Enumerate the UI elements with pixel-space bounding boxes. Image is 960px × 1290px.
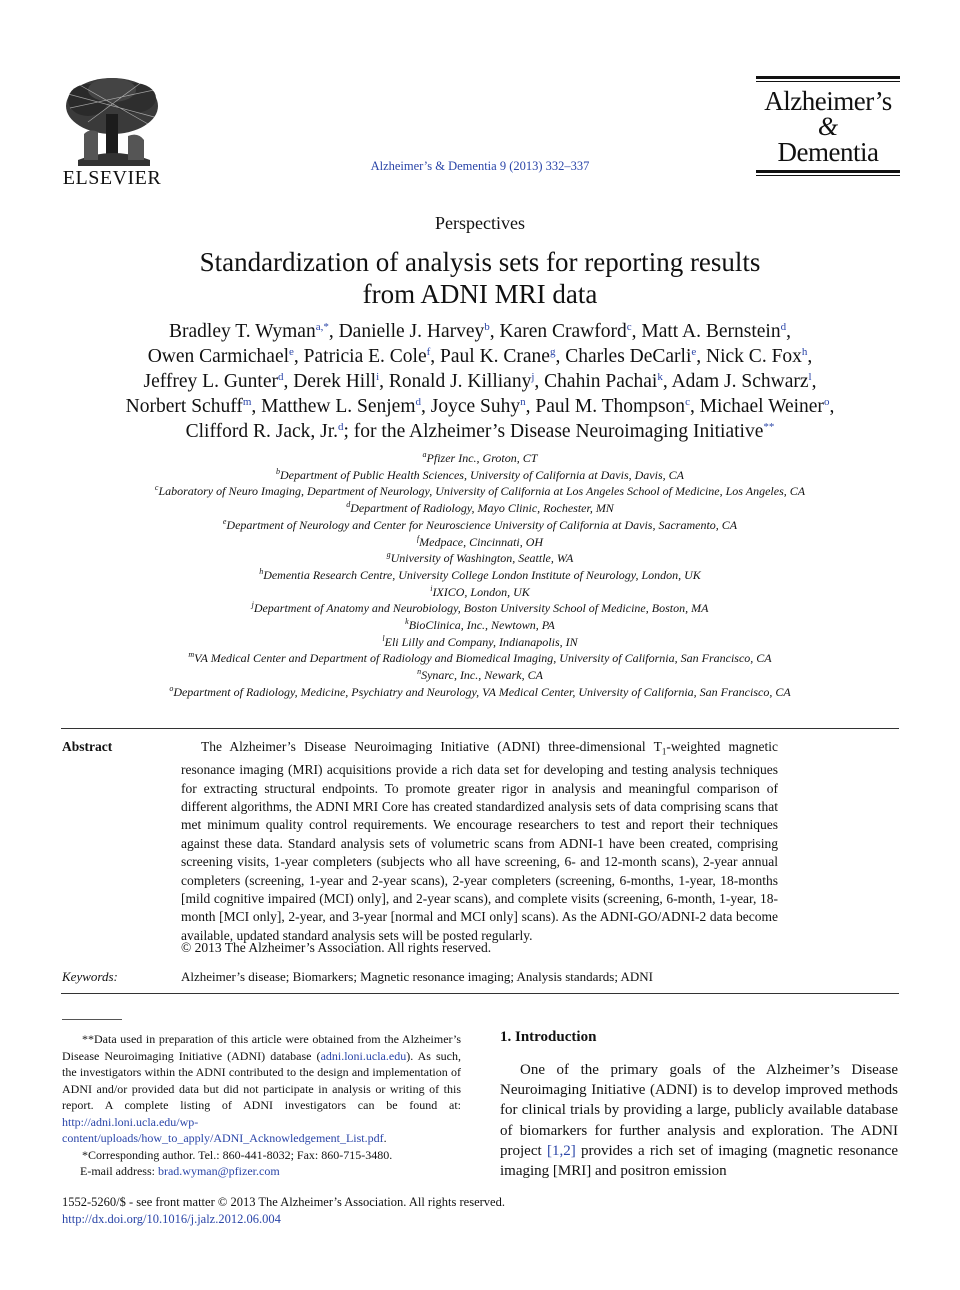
abstract-text: The Alzheimer’s Disease Neuroimaging Initiative (ADNI) three-dimensional $T_1$-weighted magnetic resonance imaging (MRI) acquisitions provide a rich data set for developing and testing analysis techniques for extracting structural endpoints. To promote greater rigor in analysis and meaningful comparison of different algorithms, the ADNI MRI Core has created standardized analysis sets of data comprising scans that met minimum quality control requirements. We encourage researchers to test and report their techniques against these data. Standard analysis sets of volumetric scans from ADNI-1 have been created, comprising screening visits, 1-year completers (subjects who all have screening, 6- and 12-month scans), 2-year annual completers (screening, 1-year and 2-year scans), 2-year completers (screening, 6-months, 1-year, 18-months [mild cognitive impaired (MCI) only], and 2-year scans), and complete visits (screening, 6-month, 1-year, 18-month [MCI only], 2-year, and 3-year [normal and MCI only] scans). As the ADNI-GO/ADNI-2 data become available, updated standard analysis sets will be posted regularly.: [181, 739, 778, 943]
affiliation-text: VA Medical Center and Department of Radiology and Biomedical Imaging, University of California, San Francisco, CA: [194, 651, 772, 666]
author-line: Owen Carmichael$^e$, Patricia E. Cole$^f$, Paul K. Crane$^g$, Charles DeCarli$^e$, Nick C. Fox$^h$,: [147, 346, 813, 367]
affiliation-mark[interactable]: a,*: [315, 321, 329, 333]
affiliation-letter: e: [222, 516, 227, 526]
introduction-text: One of the primary goals of the Alzheimer’s Disease Neuroimaging Initiative (ADNI) is to develop improved methods for clinical trials by providing a large, publicly available database of biomarkers for further analysis and exploration. The ADNI project [1,2] provides a rich set of imaging (magnetic resonance imaging [MRI] and positron emission: [500, 1062, 898, 1180]
affiliation-letter: o: [169, 683, 174, 693]
reference-link[interactable]: [1,2]: [546, 1142, 576, 1159]
article-title: [120, 246, 840, 310]
abstract-copyright: © 2013 The Alzheimer’s Association. All rights reserved.: [181, 940, 492, 955]
affiliation-text: IXICO, London, UK: [432, 584, 530, 599]
affiliation-mark[interactable]: m: [242, 396, 252, 408]
affiliation-text: Department of Neurology and Center for Neuroscience University of California at Davis, Sacramento, CA: [226, 517, 738, 532]
author-name: Paul K. Crane: [440, 346, 550, 367]
author-name: Matthew L. Senjem: [261, 396, 416, 417]
affiliation-text: Eli Lilly and Company, Indianapolis, IN: [384, 634, 578, 649]
affiliation-letter: m: [188, 650, 195, 660]
author-name: Joyce Suhy: [430, 396, 521, 417]
affiliation-mark[interactable]: c: [626, 321, 632, 333]
journal-title-line1: Alzheimer’s: [764, 86, 892, 116]
affiliation: [60, 483, 900, 500]
affiliation-letter: k: [405, 617, 409, 627]
affiliation: [60, 550, 900, 567]
affiliation-list: [60, 450, 900, 701]
affiliation-mark[interactable]: o: [823, 396, 830, 408]
author-name: Adam J. Schwarz: [671, 371, 809, 392]
affiliation: [60, 467, 900, 484]
author-name: Michael Weiner: [699, 396, 824, 417]
adni-database-link[interactable]: adni.loni.ucla.edu: [320, 1048, 407, 1063]
affiliation-mark[interactable]: h: [801, 346, 808, 358]
corresponding-author: *Corresponding author. Tel.: 860-441-8032; Fax: 860-715-3480.: [82, 1147, 393, 1162]
footnote-divider: [62, 1019, 122, 1020]
affiliation-letter: j: [251, 600, 254, 610]
affiliation-mark[interactable]: k: [657, 371, 663, 383]
footnotes: [62, 1031, 461, 1180]
author-line: Bradley T. Wyman$^{a,*}$, Danielle J. Harvey$^b$, Karen Crawford$^c$, Matt A. Bernstein$^d$,: [169, 321, 791, 342]
affiliation: [60, 534, 900, 551]
affiliation: [60, 617, 900, 634]
author-name: Norbert Schuff: [125, 396, 243, 417]
affiliation-text: Medpace, Cincinnati, OH: [419, 534, 544, 549]
affiliation: [60, 600, 900, 617]
affiliation-mark[interactable]: c: [685, 396, 690, 408]
affiliation-letter: i: [430, 583, 433, 593]
author-name: Chahin Pachai: [544, 371, 658, 392]
affiliation-mark[interactable]: f: [426, 346, 431, 358]
keywords-label: Keywords:: [62, 969, 118, 984]
divider: [61, 728, 899, 729]
affiliation-mark[interactable]: l: [808, 371, 812, 383]
doi-link[interactable]: http://dx.doi.org/10.1016/j.jalz.2012.06.004: [62, 1212, 281, 1226]
affiliation-letter: a: [422, 450, 427, 459]
affiliation-text: Pfizer Inc., Groton, CT: [426, 451, 538, 465]
author-line: [60, 419, 900, 444]
affiliation-text: Dementia Research Centre, University College London Institute of Neurology, London, UK: [263, 567, 701, 582]
affiliation-letter: l: [382, 633, 385, 643]
affiliation: [60, 650, 900, 667]
author-name: Nick C. Fox: [706, 346, 802, 367]
affiliation-letter: g: [386, 550, 391, 560]
footnote-mark[interactable]: **: [763, 421, 775, 433]
affiliation-letter: c: [154, 483, 159, 493]
author-name: Derek Hill: [293, 371, 377, 392]
front-matter-note: 1552-5260/$ - see front matter © 2013 The Alzheimer’s Association. All rights reserved.: [62, 1195, 505, 1209]
author-line: Norbert Schuff$^m$, Matthew L. Senjem$^d$, Joyce Suhy$^n$, Paul M. Thompson$^c$, Michael Weiner$^o$,: [125, 396, 835, 417]
affiliation-mark[interactable]: d: [780, 321, 787, 333]
publisher-name: ELSEVIER: [62, 167, 162, 189]
affiliation-mark[interactable]: d: [277, 371, 284, 383]
affiliation-text: University of Washington, Seattle, WA: [390, 551, 574, 566]
journal-title-line2: Dementia: [777, 137, 879, 167]
acknowledgement-list-link[interactable]: http://adni.loni.ucla.edu/wp-content/uploads/how_to_apply/ADNI_Acknowledgement_List.pdf: [62, 1114, 384, 1145]
affiliation-text: Synarc, Inc., Newark, CA: [421, 668, 543, 683]
consortium-name: ; for the Alzheimer’s Disease Neuroimaging Initiative: [343, 421, 764, 442]
affiliation: [60, 567, 900, 584]
affiliation: [60, 584, 900, 601]
affiliation-letter: h: [259, 566, 264, 576]
divider: [61, 993, 899, 994]
affiliation-mark[interactable]: d: [415, 396, 421, 408]
affiliation: [60, 517, 900, 534]
author-name: Patricia E. Cole: [303, 346, 427, 367]
affiliation: [60, 667, 900, 684]
article-category: Perspectives: [435, 213, 525, 233]
author-name: Jeffrey L. Gunter: [143, 371, 278, 392]
affiliation: [60, 450, 900, 467]
affiliation: [60, 634, 900, 651]
email-line: E-mail address: brad.wyman@pfizer.com: [80, 1164, 280, 1178]
affiliation-text: Department of Radiology, Medicine, Psychiatry and Neurology, VA Medical Center, University of California, San Francisco, CA: [173, 684, 791, 699]
affiliation-text: Department of Radiology, Mayo Clinic, Rochester, MN: [350, 501, 614, 516]
affiliation-mark[interactable]: j: [531, 371, 535, 383]
data-footnote: **Data used in preparation of this article were obtained from the Alzheimer’s Disease Neuroimaging Initiative (ADNI) database (adni.loni.ucla.edu). As such, the investigators within the ADNI contributed to the design and implementation of ADNI and/or provided data but did not participate in analysis or writing of this report. A complete listing of ADNI investigators can be found at: http://adni.loni.ucla.edu/wp-content/uploads/how_to_apply/ADNI_Acknowledgement_List.pdf.: [62, 1032, 461, 1145]
title-line: Standardization of analysis sets for reporting results: [199, 247, 761, 277]
author-line: Jeffrey L. Gunter$^d$, Derek Hill$^i$, Ronald J. Killiany$^j$, Chahin Pachai$^k$, Adam J. Schwarz$^l$,: [143, 371, 817, 392]
author-list: [60, 319, 900, 444]
author-name: Bradley T. Wyman: [169, 321, 316, 342]
affiliation: [60, 684, 900, 701]
affiliation-letter: d: [346, 500, 351, 510]
affiliation-mark[interactable]: i: [376, 371, 380, 383]
author-name: Matt A. Bernstein: [641, 321, 781, 342]
affiliation-letter: b: [276, 466, 281, 476]
author-name: Danielle J. Harvey: [338, 321, 485, 342]
affiliation-text: Department of Public Health Sciences, University of California at Davis, Davis, CA: [280, 467, 684, 482]
affiliation-letter: f: [416, 533, 420, 543]
affiliation: [60, 500, 900, 517]
affiliation-mark[interactable]: g: [549, 346, 556, 358]
affiliation-text: BioClinica, Inc., Newtown, PA: [408, 618, 555, 633]
affiliation-text: Department of Anatomy and Neurobiology, Boston University School of Medicine, Boston, MA: [253, 601, 709, 616]
affiliation-mark[interactable]: n: [520, 396, 526, 408]
affiliation-mark[interactable]: b: [484, 321, 490, 333]
author-name: Karen Crawford: [499, 321, 627, 342]
author-name: Paul M. Thompson: [535, 396, 686, 417]
author-name: Owen Carmichael: [147, 346, 290, 367]
author-name: Ronald J. Killiany: [388, 371, 532, 392]
affiliation-text: Laboratory of Neuro Imaging, Department of Neurology, University of California at Los Angeles School of Medicine, Los Angeles, CA: [158, 484, 806, 499]
title-line: from ADNI MRI data: [362, 279, 598, 309]
email-link[interactable]: brad.wyman@pfizer.com: [157, 1164, 280, 1178]
author-name: Charles DeCarli: [565, 346, 692, 367]
journal-citation[interactable]: Alzheimer’s & Dementia 9 (2013) 332–337: [370, 159, 590, 173]
affiliation-mark[interactable]: e: [691, 346, 697, 358]
journal-logo: [756, 76, 900, 176]
affiliation-mark[interactable]: d: [338, 421, 344, 433]
author-name: Clifford R. Jack, Jr.: [185, 421, 339, 442]
journal-title-amp: &: [817, 112, 839, 141]
affiliation-letter: n: [417, 667, 422, 677]
affiliation-mark[interactable]: e: [289, 346, 294, 358]
keywords-text: Alzheimer’s disease; Biomarkers; Magnetic resonance imaging; Analysis standards; ADNI: [181, 969, 653, 984]
section-heading: 1. Introduction: [500, 1029, 597, 1045]
abstract-label: Abstract: [62, 739, 113, 754]
